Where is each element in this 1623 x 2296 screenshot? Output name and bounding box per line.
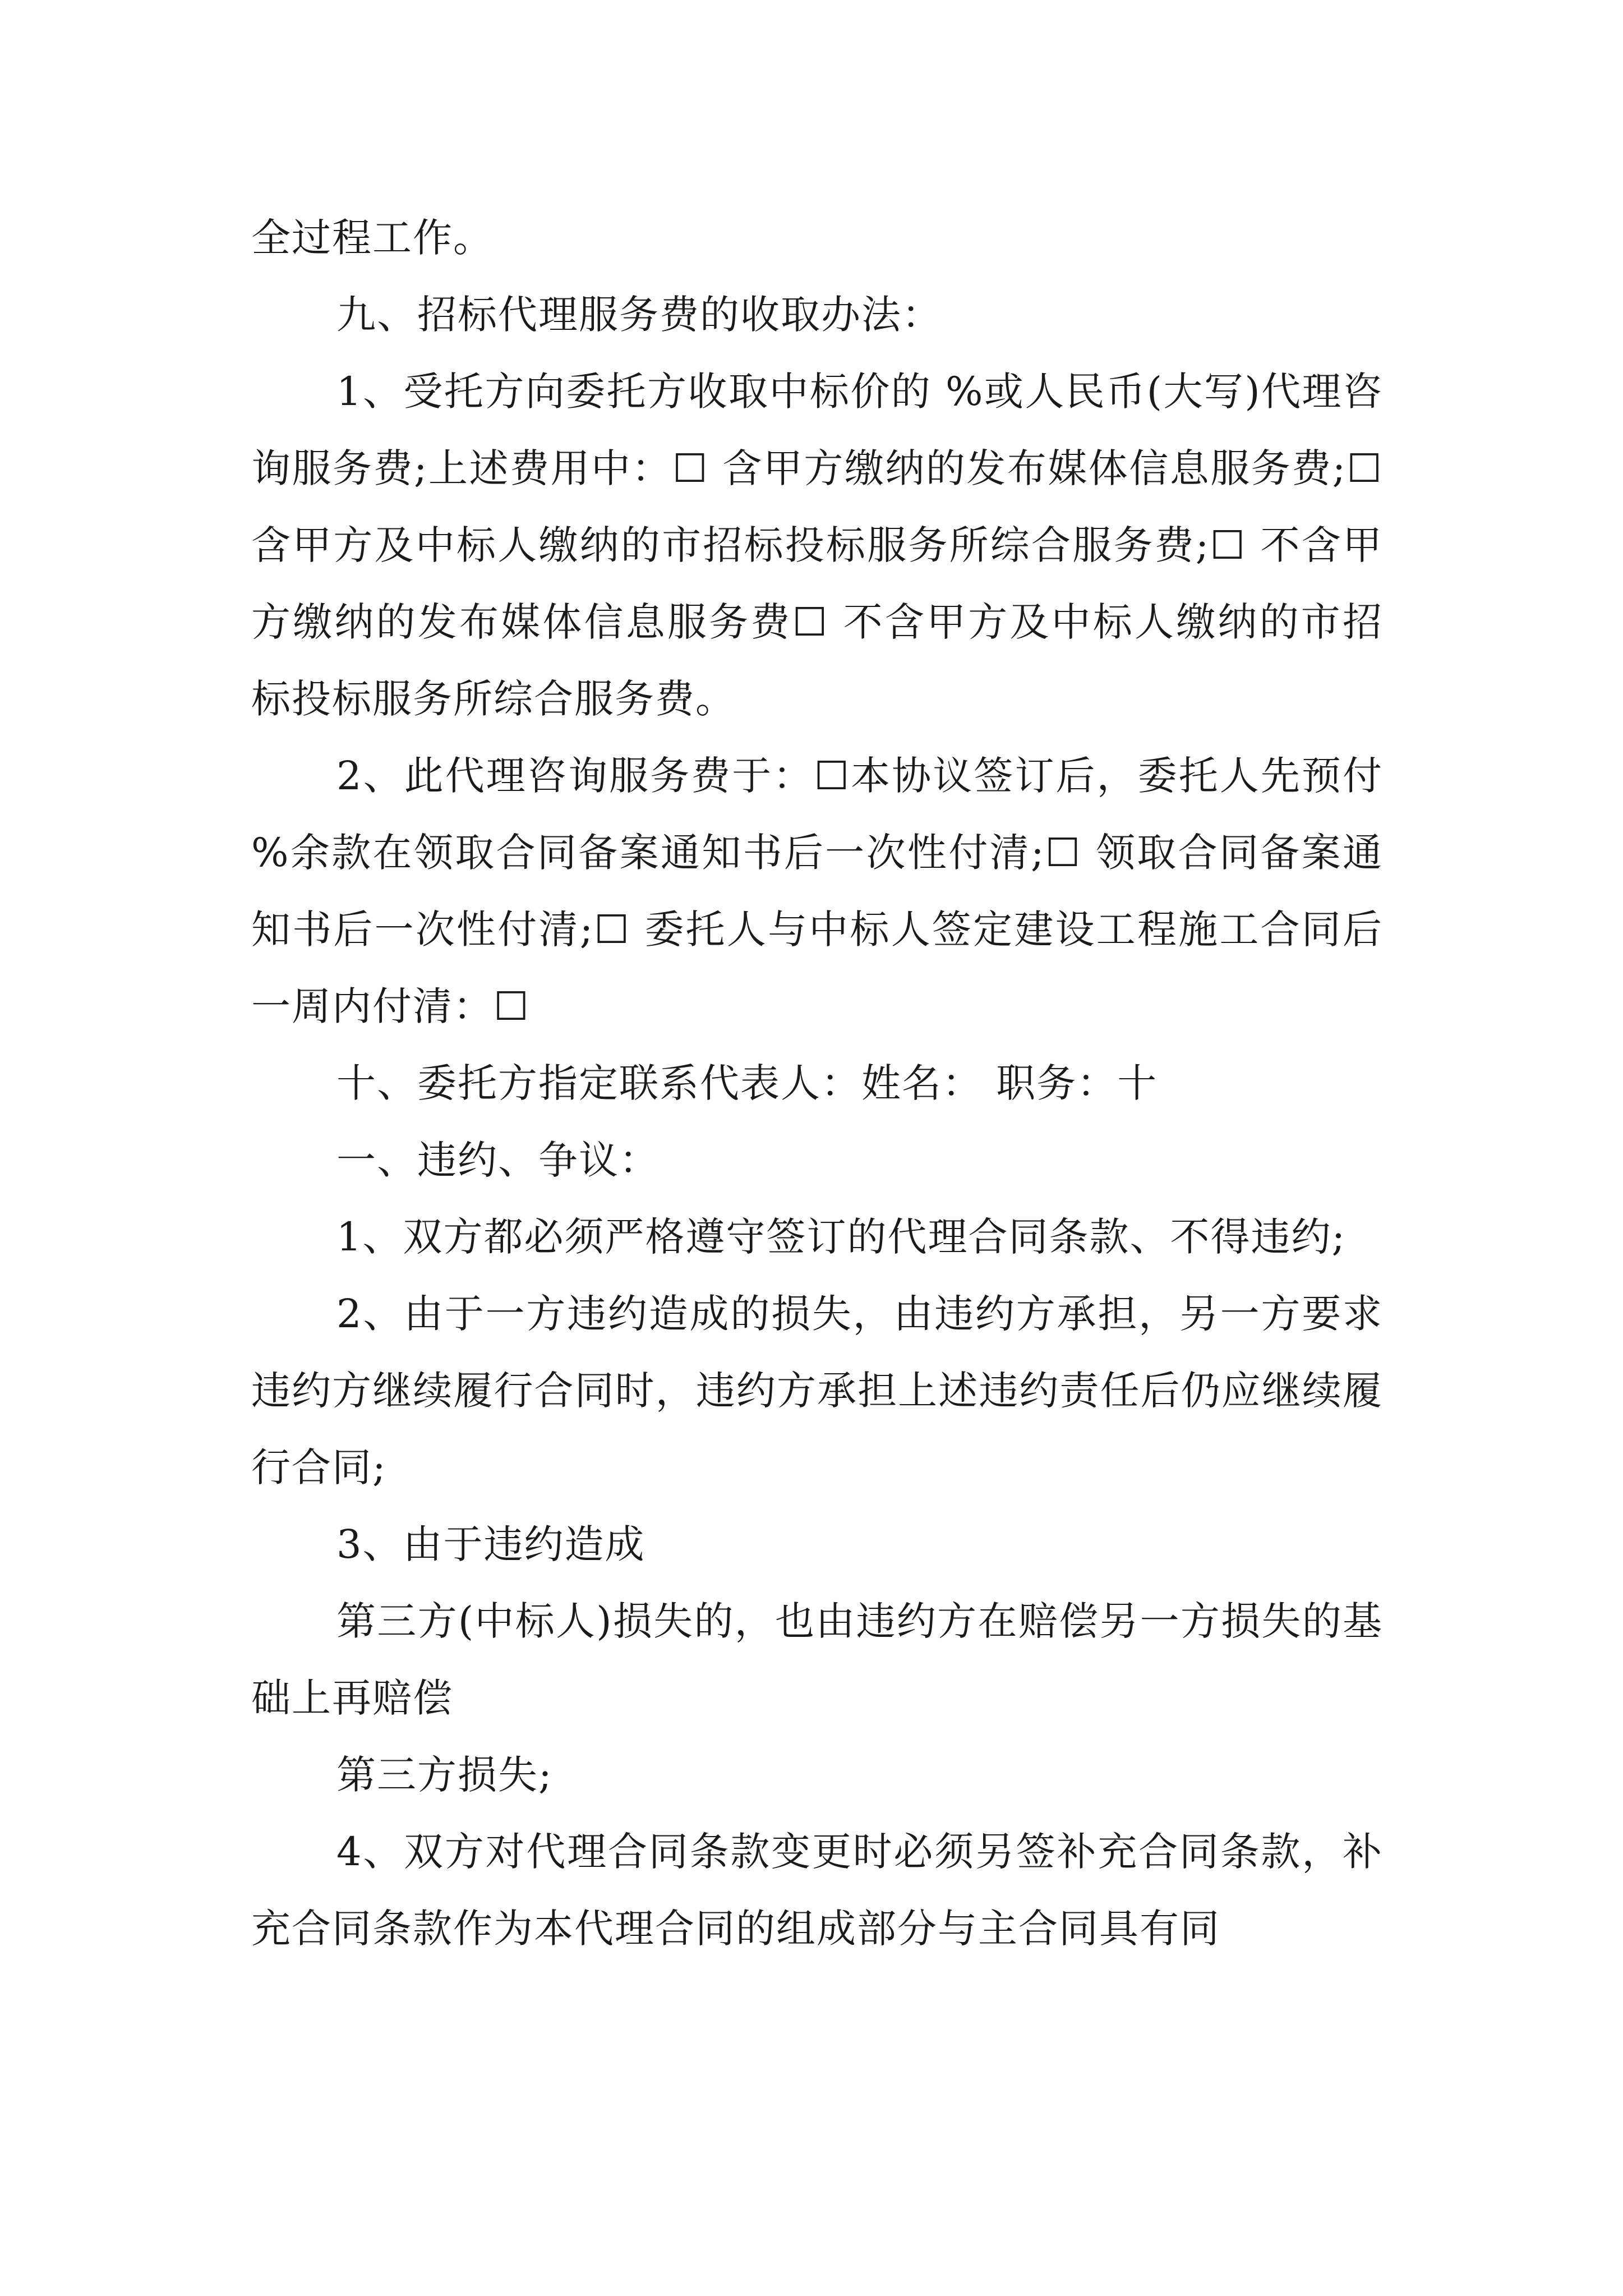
paragraph-3: 1、受托方向委托方收取中标价的 %或人民币(大写)代理咨询服务费;上述费用中：☐ 含甲方缴纳的发布媒体信息服务费;☐ 含甲方及中标人缴纳的市招标投标服务所综合服务费;☐ 不含甲方缴纳的发布媒体信息服务费☐ 不含甲方及中标人缴纳的市招标投标服务所综合服务费。 <box>251 369 1383 722</box>
paragraph-6: 一、违约、争议： <box>336 1137 660 1183</box>
paragraph-9: 3、由于违约造成 <box>336 1521 645 1567</box>
paragraph-11: 第三方损失; <box>336 1752 553 1798</box>
document-body <box>251 200 1383 1967</box>
paragraph-5: 十、委托方指定联系代表人：姓名： 职务：十 <box>336 1060 1158 1106</box>
paragraph-1: 全过程工作。 <box>251 215 494 261</box>
paragraph-10: 第三方(中标人)损失的，也由违约方在赔偿另一方损失的基础上再赔偿 <box>251 1598 1383 1721</box>
paragraph-8: 2、由于一方违约造成的损失，由违约方承担，另一方要求违约方继续履行合同时，违约方承担上述违约责任后仍应继续履行合同; <box>251 1291 1383 1490</box>
paragraph-7: 1、双方都必须严格遵守签订的代理合同条款、不得违约; <box>336 1214 1347 1260</box>
paragraph-12: 4、双方对代理合同条款变更时必须另签补充合同条款，补充合同条款作为本代理合同的组成部分与主合同具有同 <box>251 1829 1383 1952</box>
paragraph-2: 九、招标代理服务费的收取办法： <box>336 292 942 338</box>
paragraph-4: 2、此代理咨询服务费于：☐本协议签订后，委托人先预付 %余款在领取合同备案通知书后一次性付清;☐ 领取合同备案通知书后一次性付清;☐ 委托人与中标人签定建设工程施工合同后一周内付清：☐ <box>251 753 1383 1029</box>
